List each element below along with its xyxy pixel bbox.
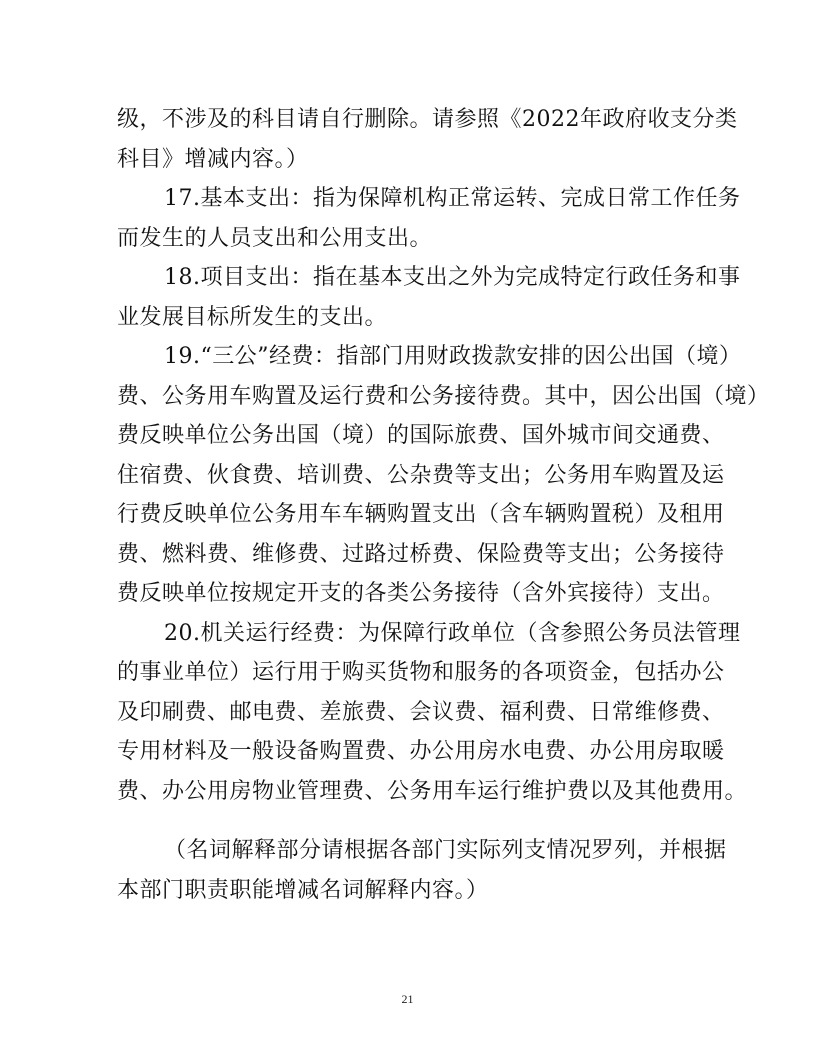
text-line: 及印刷费、邮电费、差旅费、会议费、福利费、日常维修费、 bbox=[117, 700, 725, 725]
paragraph-20-start: 20.机关运行经费：为保障行政单位（含参照公务员法管理 bbox=[164, 621, 741, 646]
paragraph-18-start: 18.项目支出：指在基本支出之外为完成特定行政任务和事 bbox=[164, 265, 741, 290]
text-line: 而发生的人员支出和公用支出。 bbox=[117, 226, 433, 251]
text-line: 业发展目标所发生的支出。 bbox=[117, 305, 388, 330]
text-line: 专用材料及一般设备购置费、办公用房水电费、办公用房取暖 bbox=[117, 739, 725, 764]
text-line: 的事业单位）运行用于购买货物和服务的各项资金，包括办公 bbox=[117, 660, 725, 685]
note-paragraph-start: （名词解释部分请根据各部门实际列支情况罗列，并根据 bbox=[164, 838, 727, 863]
text-line: 科目》增减内容。） bbox=[117, 147, 309, 172]
text-line: 级，不涉及的科目请自行删除。请参照《2022年政府收支分类 bbox=[117, 107, 738, 132]
text-line: 费、燃料费、维修费、过路过桥费、保险费等支出；公务接待 bbox=[117, 542, 725, 567]
page-number: 21 bbox=[401, 992, 414, 1006]
paragraph-17-start: 17.基本支出：指为保障机构正常运转、完成日常工作任务 bbox=[164, 186, 741, 211]
paragraph-19-start: 19.“三公”经费：指部门用财政拨款安排的因公出国（境） bbox=[164, 344, 742, 369]
text-line: 住宿费、伙食费、培训费、公杂费等支出；公务用车购置及运 bbox=[117, 463, 725, 488]
text-line: 费反映单位公务出国（境）的国际旅费、国外城市间交通费、 bbox=[117, 423, 725, 448]
text-line: 费、办公用房物业管理费、公务用车运行维护费以及其他费用。 bbox=[117, 779, 748, 804]
text-line: 行费反映单位公务用车车辆购置支出（含车辆购置税）及租用 bbox=[117, 502, 725, 527]
text-line: 本部门职责职能增减名词解释内容。） bbox=[117, 878, 489, 903]
text-line: 费、公务用车购置及运行费和公务接待费。其中，因公出国（境） bbox=[117, 384, 770, 409]
text-line: 费反映单位按规定开支的各类公务接待（含外宾接待）支出。 bbox=[117, 581, 725, 606]
